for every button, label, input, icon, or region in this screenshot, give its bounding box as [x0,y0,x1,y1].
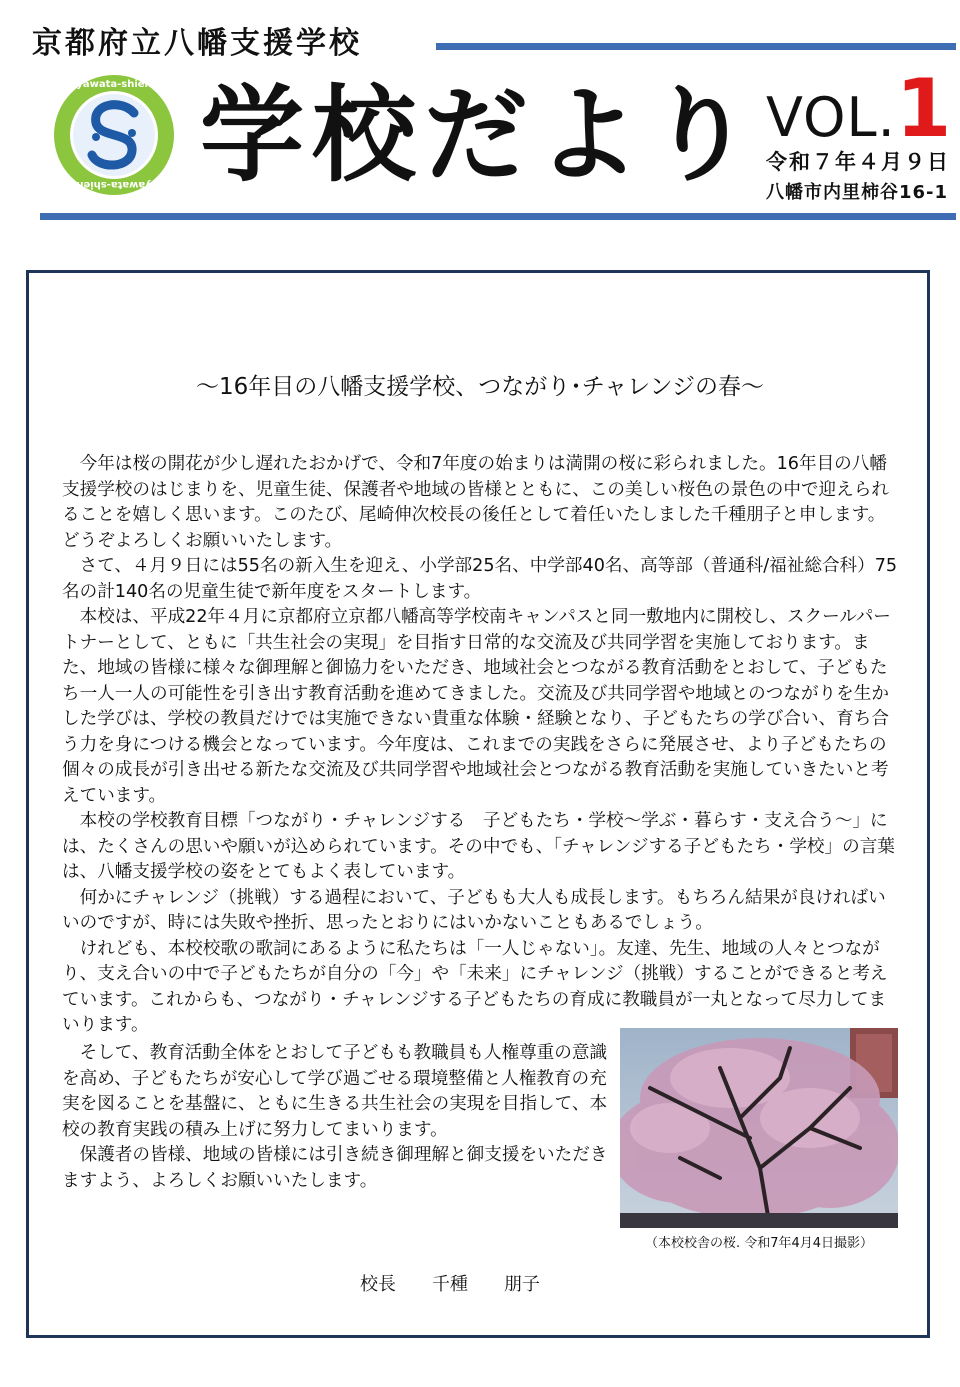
principal-signature: 校長 千種 朋子 [360,1274,540,1295]
cherry-blossom-photo [620,1028,898,1228]
paragraph: 何かにチャレンジ（挑戦）する過程において、子どもも大人も成長します。もちろん結果が良ければいいのですが、時には失敗や挫折、思ったとおりにはいかないこともあるでしょう。 [62,887,886,933]
paragraph: 本校の学校教育目標「つながり・チャレンジする 子どもたち・学校～学ぶ・暮らす・支え合う～」には、たくさんの思いや願いが込められています。その中でも、「チャレンジする子どもたち・学校」の言葉は、八幡支援学校の姿をとてもよく表しています。 [62,811,895,882]
vol-text: VOL. [766,86,896,149]
vol-number: 1 [895,62,952,155]
paragraph: けれども、本校校歌の歌詞にあるように私たちは「一人じゃない」。友達、先生、地域の人々とつながり、支え合いの中で子どもたちが自分の「今」や「未来」にチャレンジ（挑戦）することができると考えています。これからも、つながり・チャレンジする子どもたちの育成に教職員が一丸となって尽力してまいります。 [62,938,888,1035]
paragraph: さて、４月９日には55名の新入生を迎え、小学部25名、中学部40名、高等部（普通科/福祉総合科）75名の計140名の児童生徒で新年度をスタートします。 [62,556,898,602]
paragraph: 本校は、平成22年４月に京都府立京都八幡高等学校南キャンパスと同一敷地内に開校し、スクールパートナーとして、ともに「共生社会の実現」を目指す日常的な交流及び共同学習を実施しております。また、地域の皆様に様々な御理解と御協力をいただき、地域社会とつながる教育活動をとおして、子どもたち一人一人の可能性を引き出す教育活動を進めてきました。交流及び共同学習や地域とのつながりを生かした学びは、学校の教員だけでは実施できない貴重な体験・経験となり、子どもたちの学び合い、育ち合う力を身につける機会となっています。今年度は、これまでの実践をさらに発展させ、より子どもたちの個々の成長が引き出せる新たな交流及び共同学習や地域社会とつながる教育活動を実施していきたいと考えています。 [62,607,891,806]
paragraph: 保護者の皆様、地域の皆様には引き続き御理解と御支援をいただきますよう、よろしくお願いいたします。 [62,1145,608,1191]
volume-label [766,62,951,155]
article-headline: ～16年目の八幡支援学校、つながり･チャレンジの春～ [196,374,764,400]
logo-text-top: yawata-shien [76,79,152,90]
paragraph: そして、教育活動全体をとおして子どもも教職員も人権尊重の意識を高め、子どもたちが安心して学び過ごせる環境整備と人権教育の充実を図ることを基盤に、ともに生きる共生社会の実現を目指して、本校の教育実践の積み上げに努力してまいります。 [62,1043,608,1140]
school-logo [52,73,176,197]
paragraph: 今年は桜の開花が少し遅れたおかげで、令和7年度の始まりは満開の桜に彩られました。16年目の八幡支援学校のはじまりを、児童生徒、保護者や地域の皆様とともに、この美しい桜色の景色の中で迎えられることを嬉しく思います。このたび、尾崎伸次校長の後任として着任いたしました千種朋子と申します。どうぞよろしくお願いいたします。 [62,454,889,551]
issue-date: 令和７年４月９日 [766,150,950,174]
logo-text-bottom: yawata-shien [76,179,152,190]
school-name: 京都府立八幡支援学校 [32,26,362,61]
newsletter-title: 学校だより [200,74,761,196]
header-top-rule [436,43,956,50]
article-closing [62,1041,612,1194]
article-body [62,452,902,1039]
header-bottom-rule [40,213,956,220]
photo-caption: （本校校舎の桜. 令和7年4月4日撮影） [644,1236,874,1251]
school-address: 八幡市内里柿谷16-1 [766,182,949,203]
